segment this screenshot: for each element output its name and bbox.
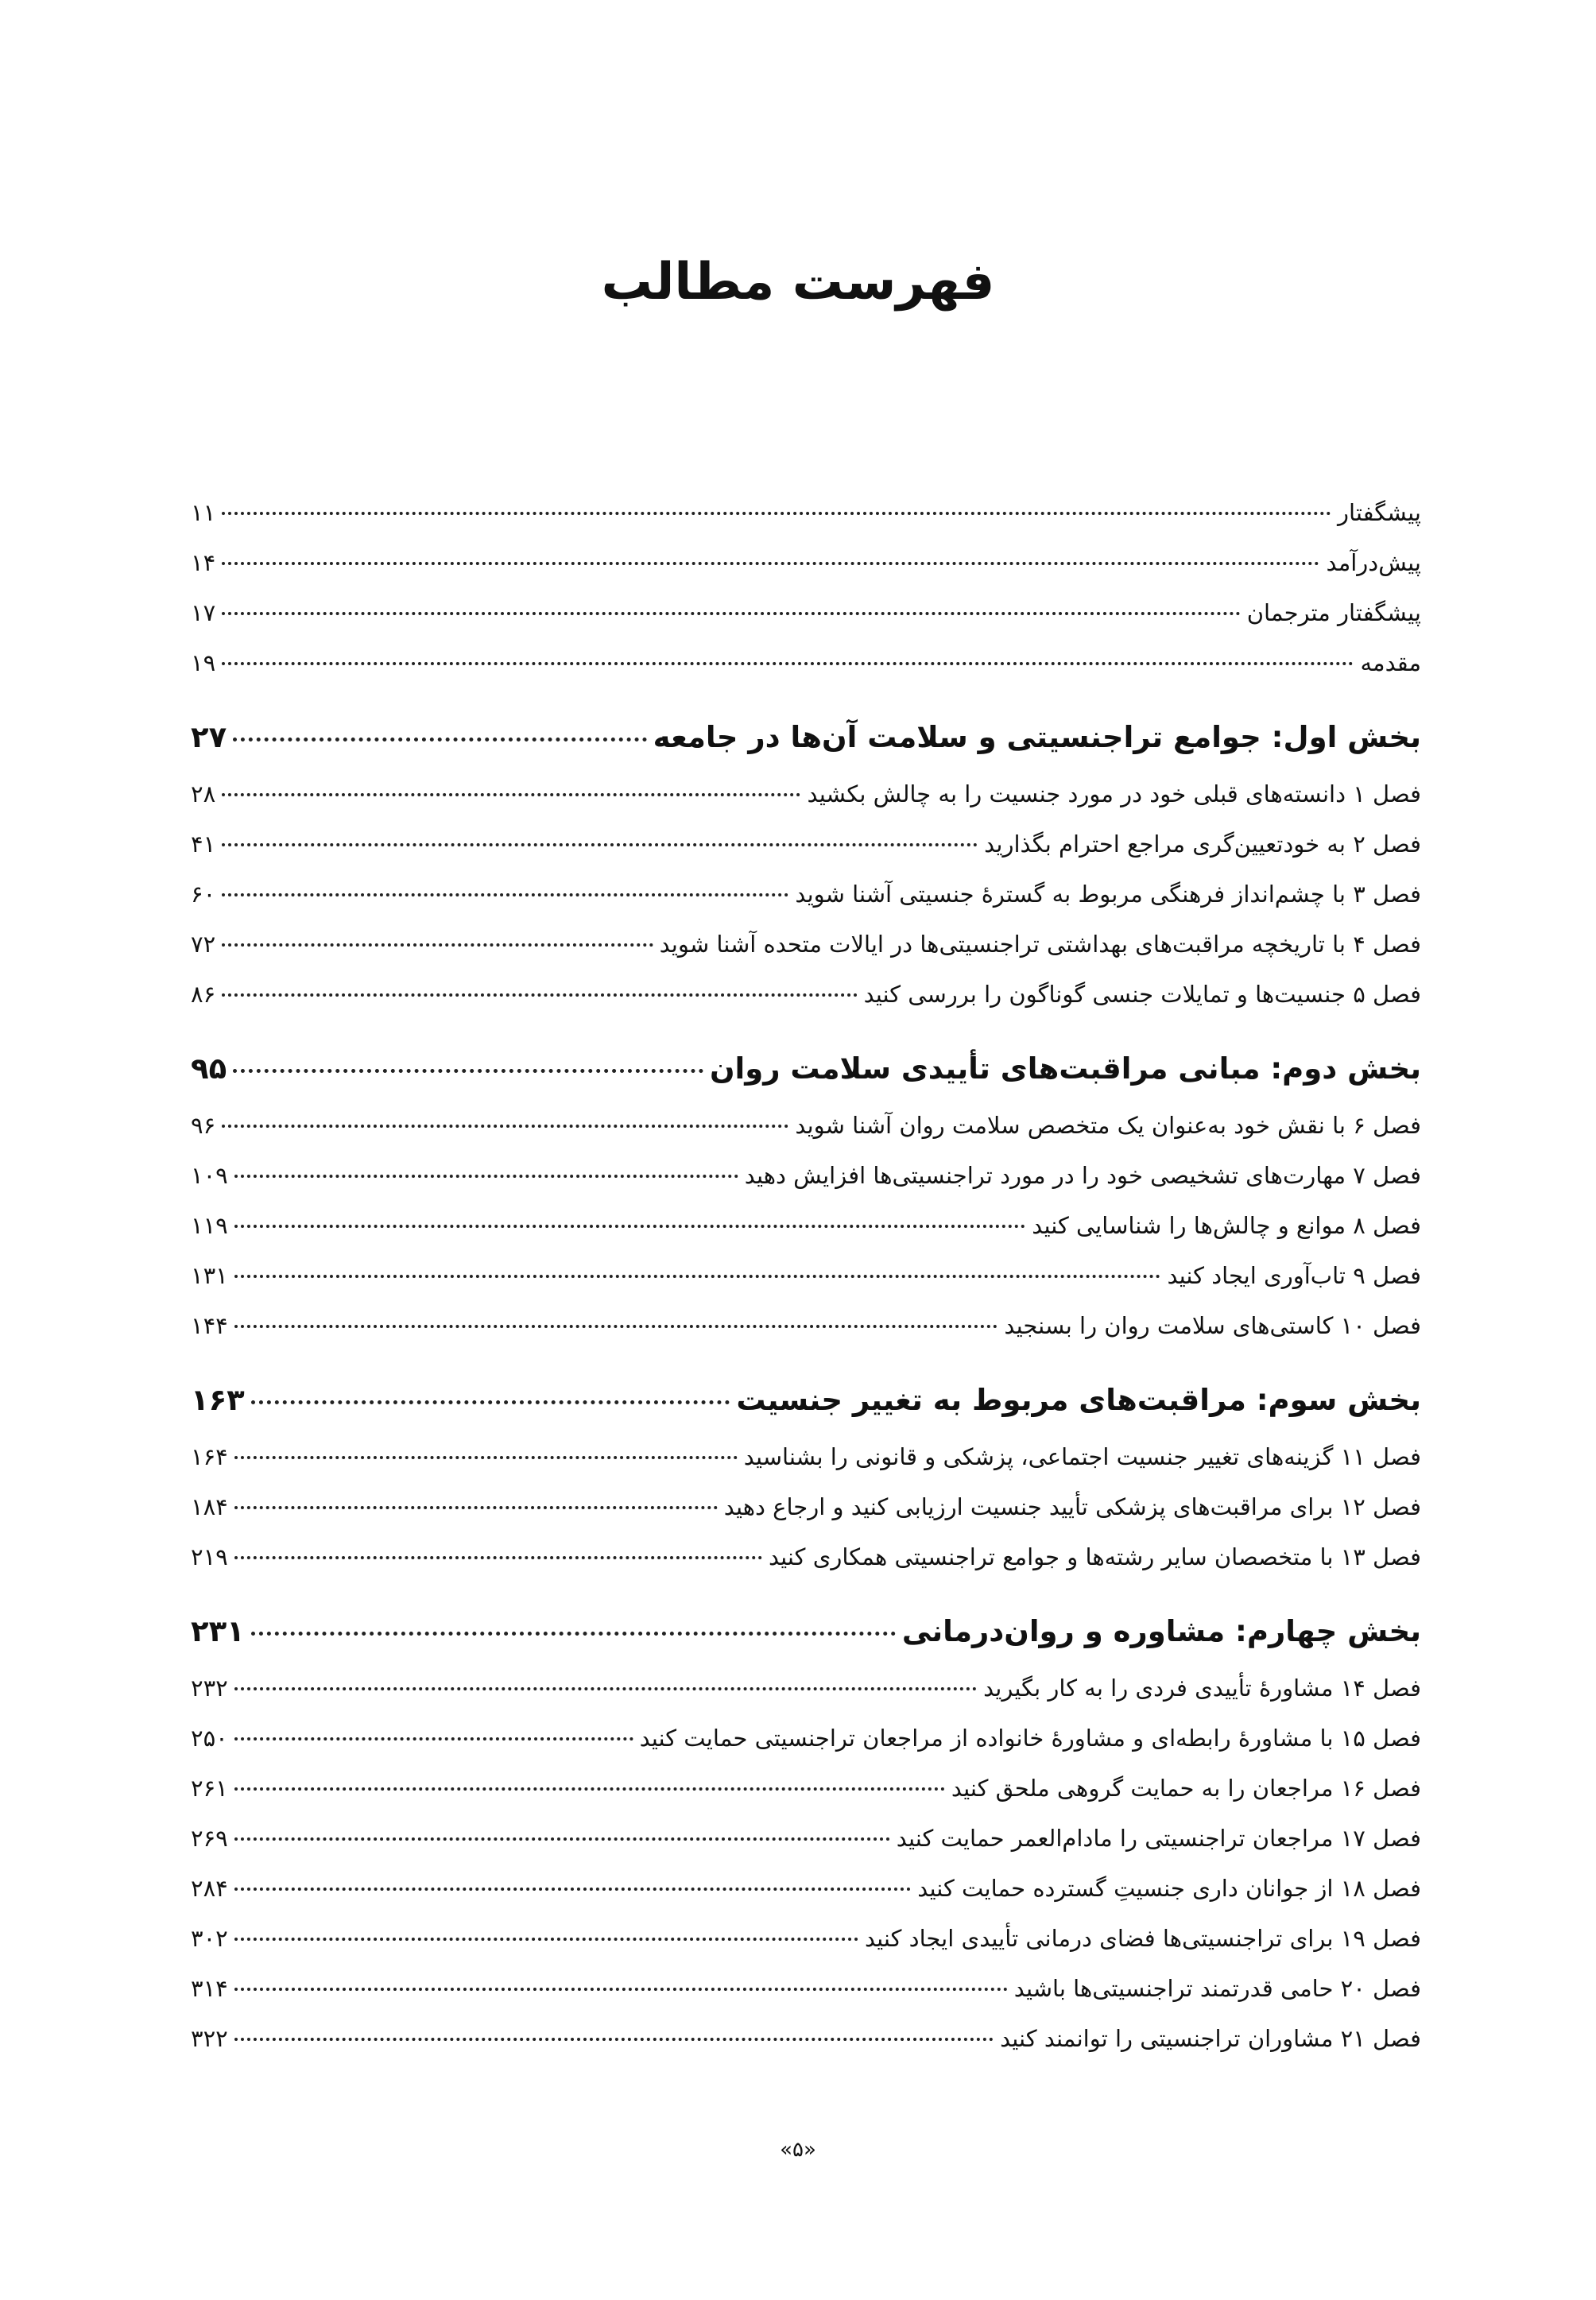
part-heading xyxy=(191,720,1421,780)
front-matter-entry xyxy=(191,549,1421,599)
chapter-entry xyxy=(191,931,1421,981)
chapter-entry xyxy=(191,1443,1421,1493)
dot-leader xyxy=(222,793,800,796)
chapter-entry-page-number: ۲۸۴ xyxy=(191,1875,228,1902)
chapter-entry-label: فصل ۹ تاب‌آوری ایجاد کنید xyxy=(1167,1262,1421,1289)
chapter-entry xyxy=(191,1543,1421,1593)
chapter-entry-label: فصل ۱۳ با متخصصان سایر رشته‌ها و جوامع تراجنسیتی همکاری کنید xyxy=(768,1543,1421,1570)
chapter-entry-page-number: ۲۸ xyxy=(191,780,216,807)
dot-leader xyxy=(234,1837,890,1841)
chapter-entry-label: فصل ۱۲ برای مراقبت‌های پزشکی تأیید جنسیت ارزیابی کنید و ارجاع دهید xyxy=(723,1493,1421,1520)
dot-leader xyxy=(234,1275,1161,1278)
dot-leader xyxy=(234,1988,1008,1991)
chapter-entry xyxy=(191,1675,1421,1725)
chapter-entry-label: فصل ۱۶ مراجعان را به حمایت گروهی ملحق کنید xyxy=(951,1775,1421,1802)
part-heading-page-number: ۱۶۳ xyxy=(191,1383,245,1417)
front-matter-entry-page-number: ۱۷ xyxy=(191,599,216,626)
chapter-entry-label: فصل ۱۸ از جوانان داری جنسیتِ گسترده حمایت کنید xyxy=(917,1875,1421,1902)
chapter-entry-page-number: ۱۴۴ xyxy=(191,1312,228,1339)
page-title: فهرست مطالب xyxy=(601,253,995,312)
part-heading-label: بخش چهارم: مشاوره و روان‌درمانی xyxy=(901,1614,1421,1648)
chapter-entry-label: فصل ۱۵ با مشاورهٔ رابطه‌ای و مشاورهٔ خانواده از مراجعان تراجنسیتی حمایت کنید xyxy=(639,1725,1421,1752)
chapter-entry-label: فصل ۱۷ مراجعان تراجنسیتی را مادام‌العمر حمایت کنید xyxy=(896,1825,1421,1852)
front-matter-entry-label: پیشگفتار مترجمان xyxy=(1246,599,1421,626)
chapter-entry xyxy=(191,1493,1421,1543)
chapter-entry-page-number: ۲۵۰ xyxy=(191,1725,228,1752)
dot-leader xyxy=(222,843,978,846)
front-matter-entry-page-number: ۱۹ xyxy=(191,649,216,676)
dot-leader xyxy=(233,738,647,741)
dot-leader xyxy=(222,993,857,997)
part-section xyxy=(191,720,1421,1031)
chapter-entry xyxy=(191,1725,1421,1775)
chapter-entry xyxy=(191,1112,1421,1162)
dot-leader xyxy=(234,1888,912,1891)
front-matter-entry-label: مقدمه xyxy=(1360,649,1421,676)
dot-leader xyxy=(233,1069,703,1073)
chapter-entry-page-number: ۱۱۹ xyxy=(191,1212,228,1239)
chapter-entry-page-number: ۲۱۹ xyxy=(191,1543,228,1570)
chapter-entry-label: فصل ۲۱ مشاوران تراجنسیتی را توانمند کنید xyxy=(1000,2025,1421,2052)
chapter-entry-label: فصل ۱۴ مشاورهٔ تأییدی فردی را به کار بگیرید xyxy=(983,1675,1421,1702)
chapter-entry xyxy=(191,1925,1421,1975)
chapter-entry-label: فصل ۱۰ کاستی‌های سلامت روان را بسنجید xyxy=(1004,1312,1421,1339)
front-matter-entry-label: پیش‌درآمد xyxy=(1326,549,1421,576)
chapter-entry-label: فصل ۵ جنسیت‌ها و تمایلات جنسی گوناگون را بررسی کنید xyxy=(863,981,1421,1008)
chapter-entry-page-number: ۴۱ xyxy=(191,831,216,858)
chapter-entry xyxy=(191,1262,1421,1312)
dot-leader xyxy=(234,1938,858,1941)
chapter-entry-page-number: ۹۶ xyxy=(191,1112,216,1139)
chapter-entry xyxy=(191,1875,1421,1925)
chapter-entry-page-number: ۲۳۲ xyxy=(191,1675,228,1702)
part-heading-page-number: ۲۷ xyxy=(191,720,227,754)
chapter-entry-label: فصل ۲۰ حامی قدرتمند تراجنسیتی‌ها باشید xyxy=(1013,1975,1421,2002)
page-number-footer: «۵» xyxy=(780,2138,816,2162)
front-matter-entry xyxy=(191,649,1421,699)
chapter-entry xyxy=(191,1312,1421,1362)
dot-leader xyxy=(234,1787,945,1791)
chapter-entry-page-number: ۱۶۴ xyxy=(191,1443,228,1470)
front-matter-entry xyxy=(191,599,1421,649)
part-heading-page-number: ۲۳۱ xyxy=(191,1614,245,1648)
chapter-entry xyxy=(191,1975,1421,2025)
dot-leader xyxy=(222,943,653,947)
front-matter-entry xyxy=(191,499,1421,549)
part-heading xyxy=(191,1051,1421,1112)
dot-leader xyxy=(251,1400,730,1404)
dot-leader xyxy=(251,1632,896,1636)
front-matter-entry-page-number: ۱۱ xyxy=(191,499,216,526)
dot-leader xyxy=(234,1687,977,1690)
dot-leader xyxy=(234,1556,762,1559)
part-heading xyxy=(191,1383,1421,1443)
chapter-entry-label: فصل ۲ به خودتعیین‌گری مراجع احترام بگذارید xyxy=(984,831,1421,858)
chapter-entry-label: فصل ۶ با نقش خود به‌عنوان یک متخصص سلامت روان آشنا شوید xyxy=(795,1112,1421,1139)
chapter-entry-page-number: ۶۰ xyxy=(191,881,216,908)
chapter-entry xyxy=(191,1825,1421,1875)
chapter-entry-label: فصل ۱۹ برای تراجنسیتی‌ها فضای درمانی تأییدی ایجاد کنید xyxy=(864,1925,1421,1952)
dot-leader xyxy=(234,1456,738,1459)
part-heading xyxy=(191,1614,1421,1675)
chapter-entry-label: فصل ۷ مهارت‌های تشخیصی خود را در مورد تراجنسیتی‌ها افزایش دهید xyxy=(744,1162,1421,1189)
chapter-entry-label: فصل ۴ با تاریخچه مراقبت‌های بهداشتی تراجنسیتی‌ها در ایالات متحده آشنا شوید xyxy=(659,931,1421,958)
chapter-entry xyxy=(191,831,1421,881)
chapter-entry xyxy=(191,1162,1421,1212)
chapter-entry xyxy=(191,2025,1421,2075)
chapter-entry-page-number: ۳۲۲ xyxy=(191,2025,228,2052)
dot-leader xyxy=(234,1325,998,1328)
chapter-entry xyxy=(191,881,1421,931)
dot-leader xyxy=(234,1506,718,1509)
part-heading-label: بخش سوم: مراقبت‌های مربوط به تغییر جنسیت xyxy=(736,1383,1421,1417)
chapter-entry-page-number: ۲۶۱ xyxy=(191,1775,228,1802)
part-heading-label: بخش اول: جوامع تراجنسیتی و سلامت آن‌ها در جامعه xyxy=(653,720,1421,754)
dot-leader xyxy=(222,893,788,896)
part-section xyxy=(191,1383,1421,1593)
dot-leader xyxy=(234,1225,1026,1228)
dot-leader xyxy=(222,1125,788,1128)
chapter-entry xyxy=(191,1212,1421,1262)
dot-leader xyxy=(222,512,1331,515)
dot-leader xyxy=(234,1175,738,1178)
table-of-contents xyxy=(191,482,1421,2075)
chapter-entry-page-number: ۷۲ xyxy=(191,931,216,958)
chapter-entry-page-number: ۲۶۹ xyxy=(191,1825,228,1852)
chapter-entry-page-number: ۱۳۱ xyxy=(191,1262,228,1289)
chapter-entry-label: فصل ۱۱ گزینه‌های تغییر جنسیت اجتماعی، پزشکی و قانونی را بشناسید xyxy=(743,1443,1421,1470)
chapter-entry xyxy=(191,1775,1421,1825)
part-section xyxy=(191,1051,1421,1362)
dot-leader xyxy=(222,662,1354,665)
chapter-entry-page-number: ۳۰۲ xyxy=(191,1925,228,1952)
chapter-entry xyxy=(191,780,1421,831)
chapter-entry-label: فصل ۱ دانسته‌های قبلی خود در مورد جنسیت را به چالش بکشید xyxy=(807,780,1421,807)
part-heading-page-number: ۹۵ xyxy=(191,1051,227,1086)
part-section xyxy=(191,1614,1421,2075)
front-matter-entry-label: پیشگفتار xyxy=(1338,499,1421,526)
chapter-entry xyxy=(191,981,1421,1031)
chapter-entry-page-number: ۱۸۴ xyxy=(191,1493,228,1520)
part-heading-label: بخش دوم: مبانی مراقبت‌های تأییدی سلامت روان xyxy=(709,1051,1421,1086)
chapter-entry-label: فصل ۸ موانع و چالش‌ها را شناسایی کنید xyxy=(1032,1212,1421,1239)
dot-leader xyxy=(222,562,1319,565)
chapter-entry-label: فصل ۳ با چشم‌انداز فرهنگی مربوط به گسترهٔ جنسیتی آشنا شوید xyxy=(795,881,1421,908)
front-matter-list xyxy=(191,499,1421,699)
chapter-entry-page-number: ۱۰۹ xyxy=(191,1162,228,1189)
dot-leader xyxy=(234,1737,633,1740)
dot-leader xyxy=(234,2038,994,2041)
chapter-entry-page-number: ۸۶ xyxy=(191,981,216,1008)
front-matter-entry-page-number: ۱۴ xyxy=(191,549,216,576)
chapter-entry-page-number: ۳۱۴ xyxy=(191,1975,228,2002)
dot-leader xyxy=(222,612,1241,615)
